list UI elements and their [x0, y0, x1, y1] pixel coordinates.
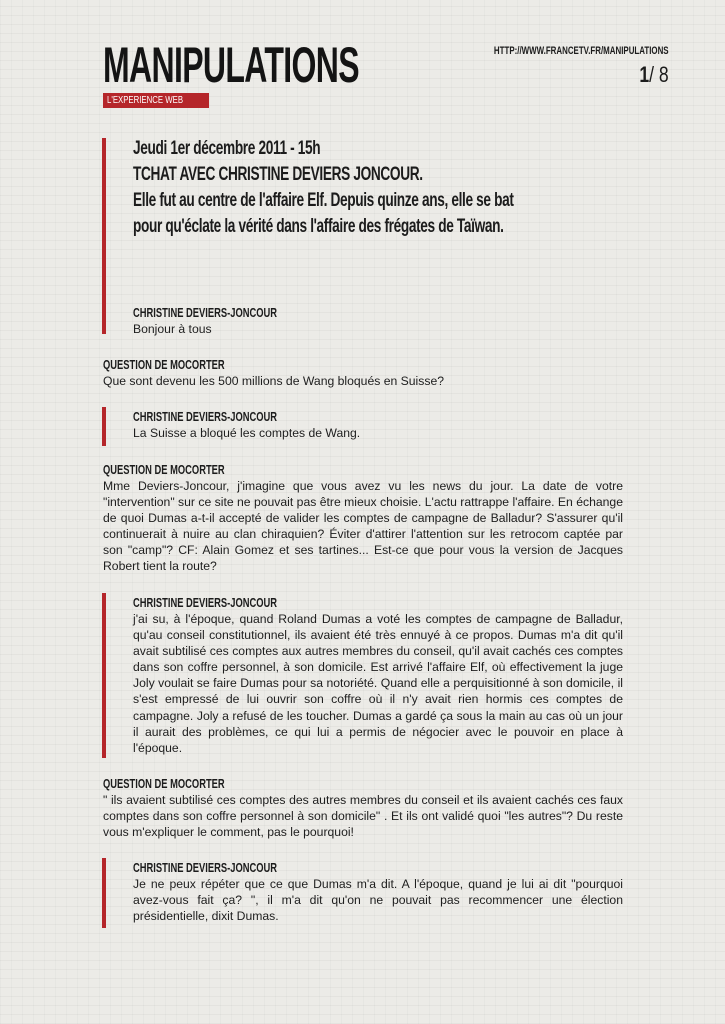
page-number [640, 62, 669, 88]
message-text: Bonjour à tous [133, 322, 212, 336]
speaker-name: CHRISTINE DEVIERS-JONCOUR [133, 409, 278, 424]
message-text: Que sont devenu les 500 millions de Wang bloqués en Suisse? [103, 374, 445, 388]
intro-subject: TCHAT AVEC CHRISTINE DEVIERS JONCOUR. [133, 164, 423, 185]
message-text: Je ne peux répéter que ce que Dumas m'a dit. A l'époque, quand je lui ai dit "pourquoi avez-vous fait ça? ", il m'a dit qu'on ne pouvait pas recommencer une élection présidentielle, dixit Dumas. [133, 877, 623, 924]
speaker-name: QUESTION DE MOCORTER [103, 462, 225, 477]
intro-desc-1: Elle fut au centre de l'affaire Elf. Depuis quinze ans, elle se bat [133, 190, 514, 211]
speaker-name: CHRISTINE DEVIERS-JONCOUR [133, 595, 278, 610]
answer-accent-bar [102, 593, 106, 758]
intro-accent-bar [102, 138, 106, 334]
speaker-name: QUESTION DE MOCORTER [103, 357, 225, 372]
message-text: j'ai su, à l'époque, quand Roland Dumas a voté les comptes de campagne de Balladur, qu'au conseil constitutionnel, ils avaient été très ennuyé à ce propos. Dumas m'a dit qu'il avait subtilisé ces comptes aux autres membres du conseil, qu'il avait cachés ces comptes dans son coffre personnel, à son domicile. Est arrivé l'affaire Elf, où effectivement la juge Joly voulait se faire Dumas pour sa notoriété. Quand elle a perquisitionné à son domicile, il s'est empressé de lui ouvrir son coffre où il n'y avait rien hormis ces comptes de campagne. Joly a refusé de les toucher. Dumas a gardé ça sous la main au cas où un jour il aurait des problèmes, ce qui lui a permis de négocier avec le pouvoir en place à l'époque. [133, 612, 623, 755]
speaker-name: CHRISTINE DEVIERS-JONCOUR [133, 305, 278, 320]
chat-answer [133, 859, 623, 924]
chat-question [103, 356, 623, 389]
brand-badge [103, 93, 209, 108]
answer-accent-bar [102, 407, 106, 446]
chat-question [103, 775, 623, 840]
chat-answer [133, 304, 623, 337]
intro-date: Jeudi 1er décembre 2011 - 15h [133, 138, 321, 159]
message-text: " ils avaient subtilisé ces comptes des autres membres du conseil et ils avaient cachés ces faux comptes dans son coffre personnel à son domicile" . Et ils ont validé quoi "les autres"? Du reste vous m'expliquer le comment, pas le pourquoi! [103, 793, 623, 840]
chat-question [103, 461, 623, 575]
chat-answer [133, 594, 623, 756]
message-text: La Suisse a bloqué les comptes de Wang. [133, 426, 361, 440]
answer-accent-bar [102, 858, 106, 928]
speaker-name: CHRISTINE DEVIERS-JONCOUR [133, 860, 278, 875]
page-current: 1 [639, 62, 650, 87]
intro-desc-2: pour qu'éclate la vérité dans l'affaire des frégates de Taïwan. [133, 216, 504, 237]
intro-heading [133, 136, 662, 240]
message-text: Mme Deviers-Joncour, j'imagine que vous avez vu les news du jour. La date de votre "intervention" sur ce site ne pouvait pas être mieux choisie. L'actu rattrappe l'affaire. En échange de quoi Dumas a-t-il accepté de valider les comptes de campagne de Balladur? S'assurer qu'il continuerait à nuire au clan chiraquien? Éviter d'attirer l'attention sur les retrocom captée par son "camp"? CF: Alain Gomez et ses tartines... Est-ce que pour vous la version de Jacques Robert tient la route? [103, 479, 623, 574]
header-url: HTTP://WWW.FRANCETV.FR/MANIPULATIONS [494, 45, 669, 57]
speaker-name: QUESTION DE MOCORTER [103, 776, 225, 791]
page-total: / 8 [649, 62, 669, 87]
brand-badge-label: L'EXPERIENCE WEB [107, 95, 184, 106]
brand-title: MANIPULATIONS [103, 37, 359, 93]
chat-answer [133, 408, 623, 441]
